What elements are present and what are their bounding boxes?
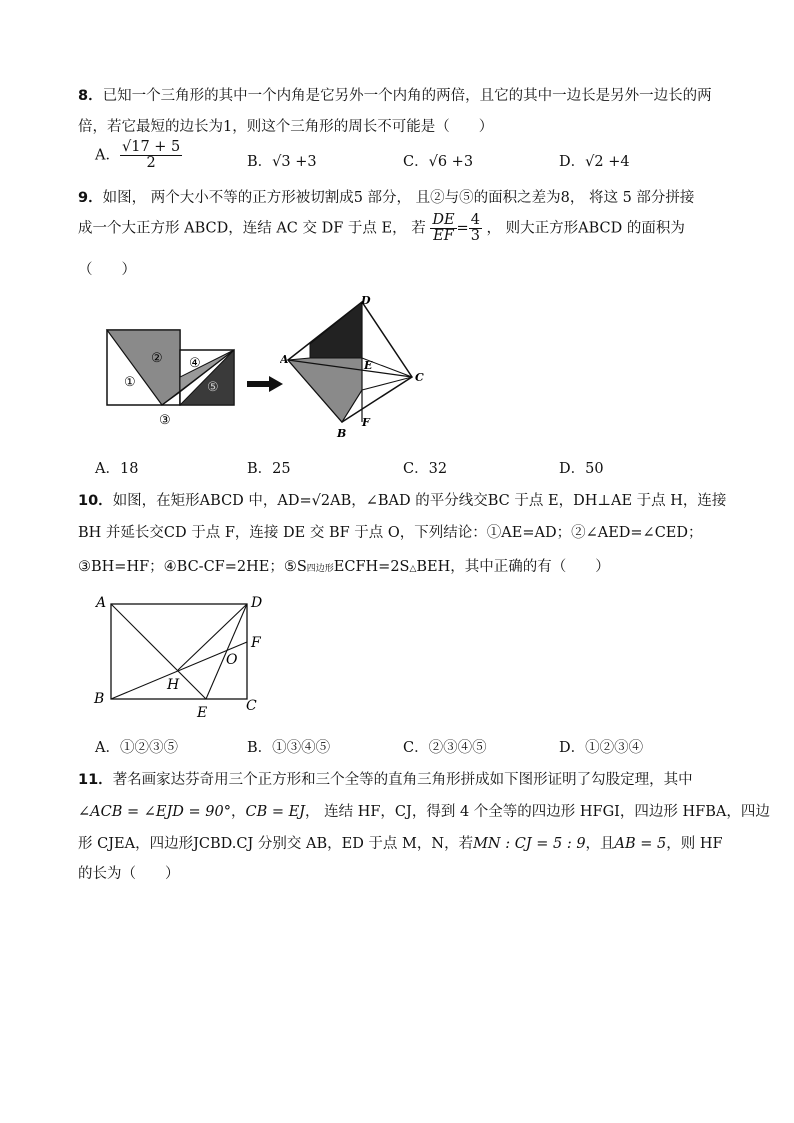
q9-fig-circle-3: ③: [159, 413, 171, 428]
q10-fig-label-b: B: [94, 691, 105, 707]
q10-fig-label-c: C: [246, 698, 257, 714]
q8-line2: [78, 115, 493, 136]
q10-fig-label-e: E: [197, 705, 208, 721]
q8-number: 8．: [78, 88, 103, 104]
q10-option-a[interactable]: A．①②③⑤: [95, 740, 178, 756]
q10-line2: BH 并延长交CD 于点 F，连接 DE 交 BF 于点 O，下列结论：①AE=AD；②∠AED=∠CED；: [78, 525, 703, 541]
q10-fig-label-o: O: [226, 652, 238, 668]
q10-fig-label-f: F: [251, 635, 261, 651]
q10-figure: [88, 590, 278, 725]
q10-option-b[interactable]: B．①③④⑤: [247, 740, 331, 756]
q10-line3: ③BH=HF；④BC-CF=2HE；⑤S四边形ECFH=2S△BEH，其中正确的有（ ）: [78, 559, 610, 575]
q9-fig-circle-2: ②: [151, 351, 163, 366]
q8-line1: [78, 84, 712, 105]
q9-option-b[interactable]: B．25: [247, 461, 291, 477]
q8-option-a-fraction: $\frac{√17 + 5}{2}$: [121, 139, 181, 171]
q10-number: 10．: [78, 493, 113, 509]
q11-line1: 11．著名画家达芬奇用三个正方形和三个全等的直角三角形拼成如下图形证明了勾股定理，其中: [78, 772, 693, 788]
q8-option-a[interactable]: A． $\frac{√17 + 5}{2}$: [95, 139, 181, 171]
q11-line4: 的长为（ ）: [78, 866, 180, 882]
q9-option-a[interactable]: A．18: [95, 461, 139, 477]
q9-fig-label-b: B: [337, 427, 347, 440]
q9-line2: 成一个大正方形 ABCD，连结 AC 交 DF 于点 E， 若 $\frac{DE}{EF}$ = $\frac{4}{3}$ ， 则大正方形ABCD 的面积为: [78, 212, 685, 244]
q10-line1: 10．如图，在矩形ABCD 中，AD=√2AB，∠BAD 的平分线交BC 于点 E，DH⊥AE 于点 H，连接: [78, 493, 727, 509]
q8-option-d[interactable]: D．√2 +4: [559, 154, 630, 170]
q9-line3: （ ）: [78, 262, 136, 278]
q9-fig-label-e: E: [364, 359, 373, 372]
q11-line3: 形 CJEA，四边形JCBD.CJ 分别交 AB，ED 于点 M，N，若MN : CJ = 5 : 9，且AB = 5，则 HF: [78, 836, 723, 852]
q9-ratio-fraction: $\frac{DE}{EF}$: [432, 212, 455, 244]
q8-text-line1: 已知一个三角形的其中一个内角是它另外一个内角的两倍，且它的其中一边长是另外一边长的两: [102, 88, 712, 104]
q8-option-b[interactable]: B．√3 +3: [247, 154, 317, 170]
q10-option-c[interactable]: C．②③④⑤: [403, 740, 487, 756]
q10-option-d[interactable]: D．①②③④: [559, 740, 644, 756]
q9-number: 9．: [78, 190, 103, 206]
q11-line2: ∠ACB = ∠EJD = 90°，CB = EJ， 连结 HF，CJ，得到 4 个全等的四边形 HFGI，四边形 HFBA，四边: [78, 804, 770, 820]
q8-text-line2: 倍，若它最短的边长为1，则这个三角形的周长不可能是（ ）: [78, 119, 494, 135]
q9-fig-circle-4: ④: [189, 356, 201, 371]
q9-fig-label-a: A: [280, 353, 289, 366]
q11-number: 11．: [78, 772, 113, 788]
q9-fig-circle-5: ⑤: [207, 380, 219, 395]
q10-fig-label-h: H: [167, 677, 180, 693]
q9-line1: 9．如图， 两个大小不等的正方形被切割成5 部分， 且②与⑤的面积之差为8， 将这 5 部分拼接: [78, 190, 695, 206]
q9-option-c[interactable]: C．32: [403, 461, 448, 477]
q10-fig-label-d: D: [251, 595, 263, 611]
q9-fig-label-c: C: [415, 371, 424, 384]
q9-arrow-icon: [247, 376, 283, 392]
q9-fig-label-f: F: [362, 416, 370, 429]
q9-figure-right: [280, 292, 430, 442]
q9-option-d[interactable]: D．50: [559, 461, 604, 477]
q8-option-c[interactable]: C．√6 +3: [403, 154, 474, 170]
q10-fig-label-a: A: [96, 595, 107, 611]
q9-fig-label-d: D: [361, 294, 371, 307]
q9-figure-left: [94, 293, 244, 433]
q9-fig-circle-1: ①: [124, 375, 136, 390]
